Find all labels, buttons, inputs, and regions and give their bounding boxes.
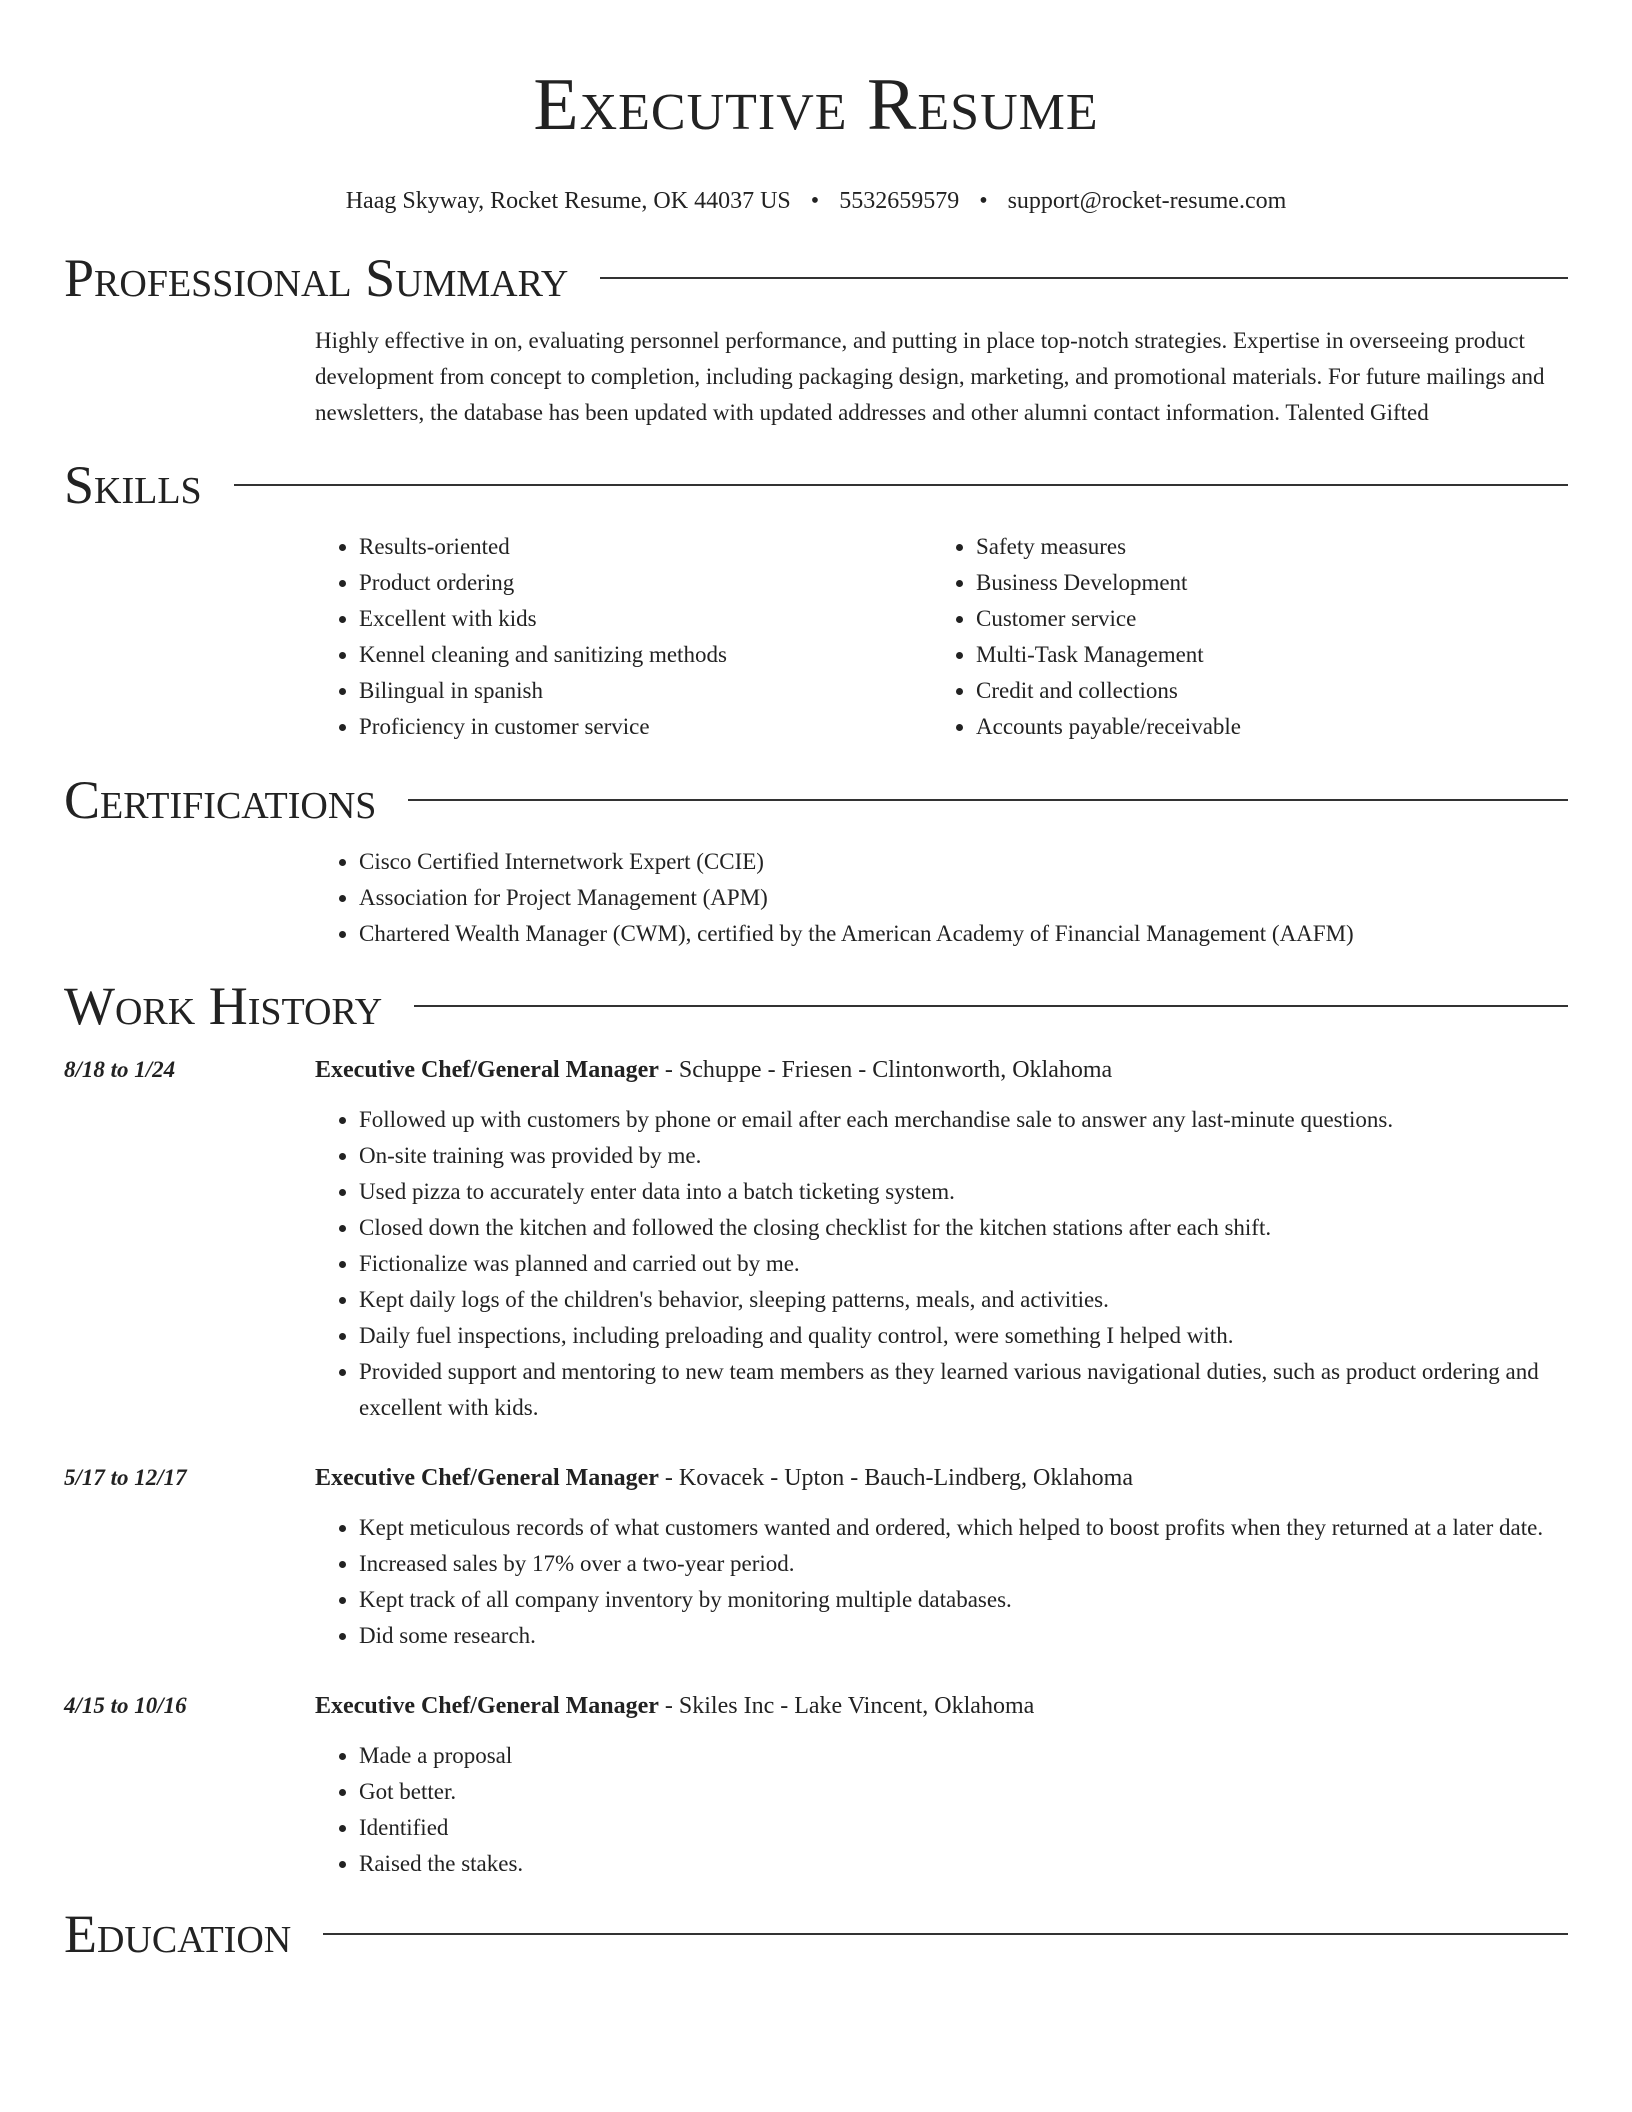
skill-item: • Safety measures — [976, 529, 1549, 565]
job-duties — [315, 1510, 1568, 1654]
job-duty-item: • Followed up with customers by phone or email after each merchandise sale to answer any last-minute questions. — [359, 1102, 1568, 1138]
skills-column-right — [932, 529, 1549, 745]
contact-separator: • — [979, 188, 988, 214]
job-employer-location: - Kovacek - Upton - Bauch-Lindberg, Oklahoma — [658, 1465, 1134, 1491]
certifications-list — [315, 844, 1568, 952]
skill-item: • Product ordering — [359, 565, 932, 601]
job-duty-item: • Raised the stakes. — [359, 1846, 1568, 1882]
skills-section-heading — [64, 453, 1568, 517]
certification-item: • Chartered Wealth Manager (CWM), certified by the American Academy of Financial Management (AAFM) — [359, 916, 1568, 952]
certifications-heading: Certifications — [64, 770, 377, 830]
job-header — [64, 1052, 1568, 1088]
job-title: Executive Chef/General Manager — [315, 1057, 659, 1083]
job-entry — [64, 1460, 1568, 1654]
job-title-line — [315, 1052, 1112, 1088]
contact-separator: • — [810, 188, 820, 214]
skill-item: • Results-oriented — [359, 529, 932, 565]
job-duty-item: • Kept meticulous records of what customers wanted and ordered, which helped to boost profits when they returned at a later date. — [359, 1510, 1568, 1546]
summary-heading: Professional Summary — [64, 248, 569, 308]
job-duty-item: • Identified — [359, 1810, 1568, 1846]
work-history-section-heading — [64, 974, 1568, 1038]
job-entry — [64, 1688, 1568, 1882]
contact-email[interactable]: support@rocket-resume.com — [1007, 188, 1287, 214]
skills-list — [315, 529, 1568, 745]
job-duty-item: • Provided support and mentoring to new team members as they learned various navigational duties, such as product ordering and excellent with kids. — [359, 1354, 1568, 1426]
job-duties — [315, 1102, 1568, 1426]
job-employer-location: - Skiles Inc - Lake Vincent, Oklahoma — [658, 1693, 1035, 1719]
job-header — [64, 1460, 1568, 1496]
job-title-line — [315, 1460, 1133, 1496]
summary-section-heading — [64, 246, 1568, 310]
contact-line — [64, 186, 1568, 216]
job-dates: 4/15 to 10/16 — [64, 1693, 187, 1718]
job-title: Executive Chef/General Manager — [315, 1465, 659, 1491]
resume-title: Executive Resume — [533, 64, 1099, 146]
job-dates: 8/18 to 1/24 — [64, 1057, 176, 1082]
certifications-section-heading — [64, 768, 1568, 832]
job-duty-item: • Made a proposal — [359, 1738, 1568, 1774]
section-divider — [414, 1005, 1568, 1007]
contact-address: Haag Skyway, Rocket Resume, OK 44037 US — [345, 188, 791, 214]
section-divider — [323, 1933, 1568, 1935]
job-employer-location: - Schuppe - Friesen - Clintonworth, Oklahoma — [658, 1057, 1113, 1083]
education-section-heading — [64, 1902, 1568, 1966]
skill-item: • Bilingual in spanish — [359, 673, 932, 709]
job-title: Executive Chef/General Manager — [315, 1693, 659, 1719]
job-duty-item: • Did some research. — [359, 1618, 1568, 1654]
skill-item: • Multi-Task Management — [976, 637, 1549, 673]
job-duties — [315, 1738, 1568, 1882]
skill-item: • Business Development — [976, 565, 1549, 601]
job-title-line — [315, 1688, 1034, 1724]
skill-item: • Excellent with kids — [359, 601, 932, 637]
skills-column-left — [315, 529, 932, 745]
certification-item: • Association for Project Management (APM) — [359, 880, 1568, 916]
contact-phone: 5532659579 — [839, 188, 960, 214]
job-duty-item: • Increased sales by 17% over a two-year period. — [359, 1546, 1568, 1582]
job-duty-item: • Daily fuel inspections, including preloading and quality control, were something I helped with. — [359, 1318, 1568, 1354]
skill-item: • Accounts payable/receivable — [976, 709, 1549, 745]
education-heading: Education — [64, 1904, 292, 1964]
job-duty-item: • Kept daily logs of the children's behavior, sleeping patterns, meals, and activities. — [359, 1282, 1568, 1318]
job-duty-item: • Kept track of all company inventory by monitoring multiple databases. — [359, 1582, 1568, 1618]
skill-item: • Kennel cleaning and sanitizing methods — [359, 637, 932, 673]
job-entry — [64, 1052, 1568, 1426]
skill-item: • Proficiency in customer service — [359, 709, 932, 745]
job-duty-item: • Used pizza to accurately enter data into a batch ticketing system. — [359, 1174, 1568, 1210]
summary-body — [315, 323, 1568, 431]
work-history-heading: Work History — [64, 976, 383, 1036]
summary-text: Highly effective in on, evaluating personnel performance, and putting in place top-notch strategies. Expertise in overseeing product development from concept to completion, including packaging design, marketing, and promotional materials. For future mailings and newsletters, the database has been updated with updated addresses and other alumni contact information. Talented Gifted — [315, 328, 1545, 425]
certification-item: • Cisco Certified Internetwork Expert (CCIE) — [359, 844, 1568, 880]
job-duty-item: • Closed down the kitchen and followed the closing checklist for the kitchen stations after each shift. — [359, 1210, 1568, 1246]
job-header — [64, 1688, 1568, 1724]
job-duty-item: • On-site training was provided by me. — [359, 1138, 1568, 1174]
job-dates: 5/17 to 12/17 — [64, 1465, 187, 1490]
skill-item: • Credit and collections — [976, 673, 1549, 709]
skills-heading: Skills — [64, 455, 202, 515]
job-duty-item: • Got better. — [359, 1774, 1568, 1810]
skill-item: • Customer service — [976, 601, 1549, 637]
section-divider — [408, 799, 1568, 801]
section-divider — [234, 484, 1568, 486]
job-duty-item: • Fictionalize was planned and carried out by me. — [359, 1246, 1568, 1282]
section-divider — [600, 277, 1568, 279]
